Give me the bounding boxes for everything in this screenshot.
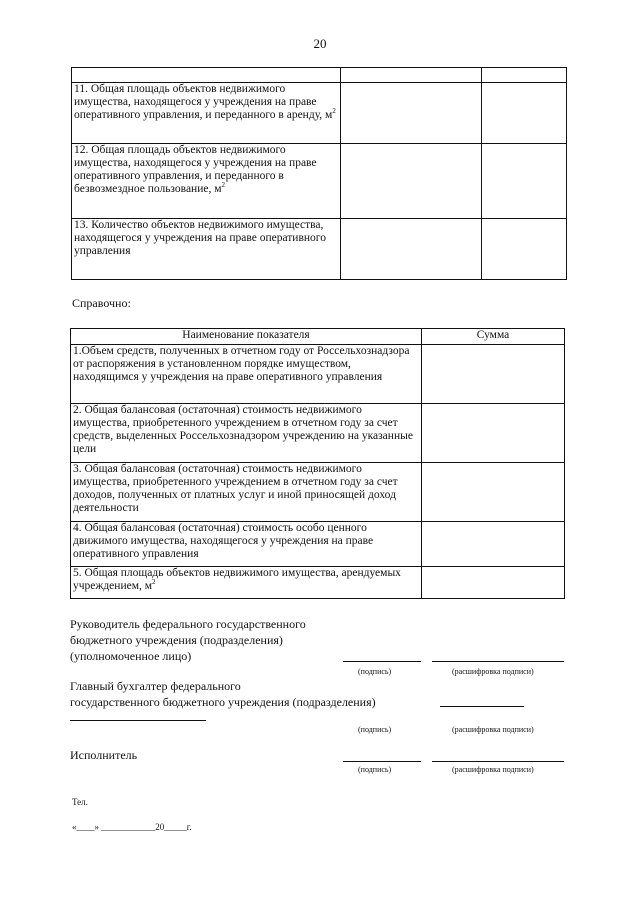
row-label: 5. Общая площадь объектов недвижимого имущества, арендуемых учреждением, $м^2$ bbox=[71, 567, 422, 599]
signature-caption: (подпись) bbox=[358, 725, 392, 734]
row-value bbox=[422, 463, 565, 522]
table-cell bbox=[341, 68, 482, 83]
table-cell bbox=[482, 83, 567, 144]
table-row bbox=[72, 219, 567, 280]
row-label: 3. Общая балансовая (остаточная) стоимость недвижимого имущества, приобретенного учреждением в отчетном году за счет доходов, полученных от платных услуг и иной приносящей доход деятельности bbox=[71, 463, 422, 522]
table-header-row bbox=[71, 329, 565, 345]
table-row bbox=[71, 345, 565, 404]
decoding-caption: (расшифровка подписи) bbox=[452, 725, 534, 734]
table-row bbox=[72, 144, 567, 219]
date-line: «____» ____________20_____г. bbox=[72, 822, 192, 832]
row-12-label: 12. Общая площадь объектов недвижимого имущества, находящегося у учреждения на праве оперативного управления, и переданного в безвозмездное пользование, $м^2$ bbox=[72, 144, 341, 219]
table-cell bbox=[341, 144, 482, 219]
decoding-line bbox=[432, 761, 564, 762]
table-cell bbox=[341, 83, 482, 144]
head-title-line2: бюджетного учреждения (подразделения) bbox=[70, 633, 283, 647]
table-row bbox=[71, 404, 565, 463]
table-cell bbox=[341, 219, 482, 280]
property-table bbox=[71, 67, 567, 280]
chief-name-line bbox=[70, 720, 206, 721]
chief-title-line1: Главный бухгалтер федерального bbox=[70, 679, 241, 693]
signature-line bbox=[343, 661, 421, 662]
decoding-line bbox=[432, 661, 564, 662]
reference-table bbox=[70, 328, 565, 599]
table-row bbox=[71, 567, 565, 599]
column-header-indicator: Наименование показателя bbox=[71, 329, 422, 345]
row-13-label: 13. Количество объектов недвижимого имущества, находящегося у учреждения на праве оперативного управления bbox=[72, 219, 341, 280]
decoding-caption: (расшифровка подписи) bbox=[452, 667, 534, 676]
decoding-caption: (расшифровка подписи) bbox=[452, 765, 534, 774]
table-cell bbox=[72, 68, 341, 83]
row-label: 2. Общая балансовая (остаточная) стоимость недвижимого имущества, приобретенного учреждением в отчетном году за счет средств, выделенных Россельхознадзором учреждению на указанные цели bbox=[71, 404, 422, 463]
phone-label: Тел. bbox=[72, 797, 88, 807]
row-value bbox=[422, 345, 565, 404]
table-row bbox=[72, 83, 567, 144]
table-row bbox=[71, 463, 565, 522]
column-header-sum: Сумма bbox=[422, 329, 565, 345]
reference-label: Справочно: bbox=[72, 296, 131, 310]
head-title-line1: Руководитель федерального государственного bbox=[70, 617, 306, 631]
row-value bbox=[422, 567, 565, 599]
head-title-line3: (уполномоченное лицо) bbox=[70, 649, 192, 663]
chief-title-line2: государственного бюджетного учреждения (подразделения) bbox=[70, 695, 376, 709]
signature-line bbox=[343, 761, 421, 762]
table-row bbox=[71, 522, 565, 567]
row-value bbox=[422, 522, 565, 567]
page-number: 20 bbox=[313, 36, 327, 51]
table-cell bbox=[482, 68, 567, 83]
table-cell bbox=[482, 144, 567, 219]
decoding-line bbox=[440, 706, 524, 707]
row-label: 1.Объем средств, полученных в отчетном году от Россельхознадзора от распоряжения в установленном порядке имуществом, находящимся у учреждения на праве оперативного управления bbox=[71, 345, 422, 404]
table-cell bbox=[482, 219, 567, 280]
table-row bbox=[72, 68, 567, 83]
row-value bbox=[422, 404, 565, 463]
signature-caption: (подпись) bbox=[358, 765, 392, 774]
row-label: 4. Общая балансовая (остаточная) стоимость особо ценного движимого имущества, находящегося у учреждения на праве оперативного управления bbox=[71, 522, 422, 567]
executor-label: Исполнитель bbox=[70, 748, 138, 762]
row-11-label: 11. Общая площадь объектов недвижимого имущества, находящегося у учреждения на праве оперативного управления, и переданного в аренду, $м^2$ bbox=[72, 83, 341, 144]
signature-caption: (подпись) bbox=[358, 667, 392, 676]
